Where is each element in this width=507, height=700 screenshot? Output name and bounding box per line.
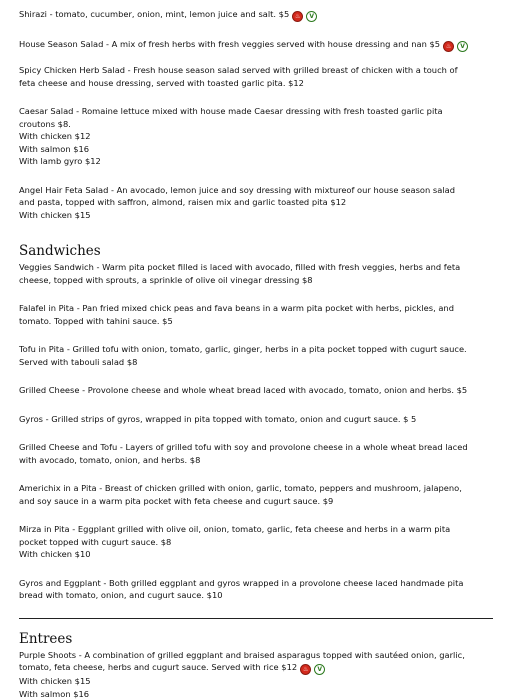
menu-item-line: cheese, topped with sprouts, a sprinkle of olive oil vinegar dressing $8 — [19, 274, 313, 285]
menu-item-line: Purple Shoots - A combination of grilled eggplant and braised asparagus topped with sautéed onion, garlic, — [19, 649, 465, 660]
menu-item-line: croutons $8. — [19, 118, 71, 129]
menu-item-line: and soy sauce in a warm pita pocket with feta cheese and cugurt sauce. $9 — [19, 495, 334, 506]
menu-item — [19, 8, 493, 22]
menu-item-line: Tofu in Pita - Grilled tofu with onion, tomato, garlic, ginger, herbs in a pita pocket topped with cugurt sauce. — [19, 344, 467, 354]
menu-item-line: With chicken $15 — [19, 209, 91, 220]
menu-item-line: Grilled Cheese and Tofu - Layers of grilled tofu with soy and provolone cheese in a whole wheat bread laced — [19, 442, 468, 452]
menu-item-line: feta cheese and house dressing, served with toasted garlic pita. $12 — [19, 77, 304, 88]
vegetarian-icon: V — [314, 664, 325, 675]
menu-item-line: pocket topped with cugurt sauce. $8 — [19, 536, 172, 547]
menu-item-line: With chicken $12 — [19, 131, 91, 141]
menu-item — [19, 482, 493, 507]
menu-item-line: With salmon $16 — [19, 143, 90, 154]
menu-item — [19, 302, 493, 327]
menu-item-line: bread with tomato, onion, and cugurt sauce. $10 — [19, 590, 223, 600]
menu-item — [19, 261, 493, 286]
menu-item-line: Served with tabouli salad $8 — [19, 356, 138, 367]
menu-item-line: Veggies Sandwich - Warm pita pocket filled is laced with avocado, filled with fresh veggies, herbs and feta — [19, 262, 461, 272]
salads-list — [19, 8, 507, 221]
menu-item-line: With chicken $15 — [19, 676, 91, 686]
menu-item-line: Gyros and Eggplant - Both grilled eggplant and gyros wrapped in a provolone cheese laced handmade pita — [19, 577, 464, 588]
menu-item-line: tomato, feta cheese, herbs and cugurt sauce. Served with rice $12 ♨ V — [19, 661, 493, 675]
section-divider — [19, 618, 493, 619]
menu-item — [19, 38, 493, 52]
spicy-icon: ♨ — [300, 664, 311, 675]
section-title-entrees: Entrees — [19, 630, 73, 647]
menu-item — [19, 64, 493, 89]
menu-item-line: Americhix in a Pita - Breast of chicken grilled with onion, garlic, tomato, peppers and mushroom, jalapeno, — [19, 483, 462, 493]
menu-item-line: With lamb gyro $12 — [19, 156, 101, 166]
menu-item-line: and pasta, topped with saffron, almond, raisen mix and garlic toasted pita $12 — [19, 197, 347, 207]
menu-item-line: With chicken $10 — [19, 549, 91, 559]
menu-item — [19, 577, 493, 602]
menu-item-line: Mirza in Pita - Eggplant grilled with olive oil, onion, tomato, garlic, feta cheese and herbs in a warm pita — [19, 524, 451, 534]
menu-item — [19, 384, 493, 397]
menu-item — [19, 441, 493, 466]
menu-item-line: House Season Salad - A mix of fresh herbs with fresh veggies served with house dressing and nan $5 ♨ V — [19, 38, 493, 52]
sandwiches-list — [19, 261, 507, 602]
menu-item — [19, 523, 493, 561]
vegetarian-icon: V — [306, 11, 317, 22]
spicy-icon: ♨ — [292, 11, 303, 22]
menu-item-line: tomato. Topped with tahini sauce. $5 — [19, 315, 173, 326]
vegetarian-icon: V — [457, 41, 468, 52]
entrees-list — [19, 649, 507, 700]
menu-item-line: Falafel in Pita - Pan fried mixed chick peas and fava beans in a warm pita pocket with herbs, pickles, and — [19, 303, 454, 313]
menu-item — [19, 649, 493, 700]
menu-item — [19, 343, 493, 368]
menu-item — [19, 413, 493, 426]
menu-item — [19, 105, 493, 168]
menu-item-line: Spicy Chicken Herb Salad - Fresh house season salad served with grilled breast of chicken with a touch of — [19, 65, 458, 75]
spicy-icon: ♨ — [443, 41, 454, 52]
menu-item-line: with avocado, tomato, onion, and herbs. $8 — [19, 454, 201, 465]
section-title-sandwiches: Sandwiches — [19, 243, 101, 259]
menu-item-line: Gyros - Grilled strips of gyros, wrapped in pita topped with tomato, onion and cugurt sauce. $ 5 — [19, 413, 417, 424]
menu-item-line: Shirazi - tomato, cucumber, onion, mint, lemon juice and salt. $5 ♨ V — [19, 8, 493, 22]
menu-item — [19, 184, 493, 222]
menu-item-line: Grilled Cheese - Provolone cheese and whole wheat bread laced with avocado, tomato, onion and herbs. $5 — [19, 385, 468, 395]
menu-item-line: With salmon $16 — [19, 688, 90, 699]
menu-item-line: Caesar Salad - Romaine lettuce mixed with house made Caesar dressing with fresh toasted garlic pita — [19, 106, 443, 116]
menu-item-line: Angel Hair Feta Salad - An avocado, lemon juice and soy dressing with mixtureof our house season salad — [19, 184, 455, 195]
